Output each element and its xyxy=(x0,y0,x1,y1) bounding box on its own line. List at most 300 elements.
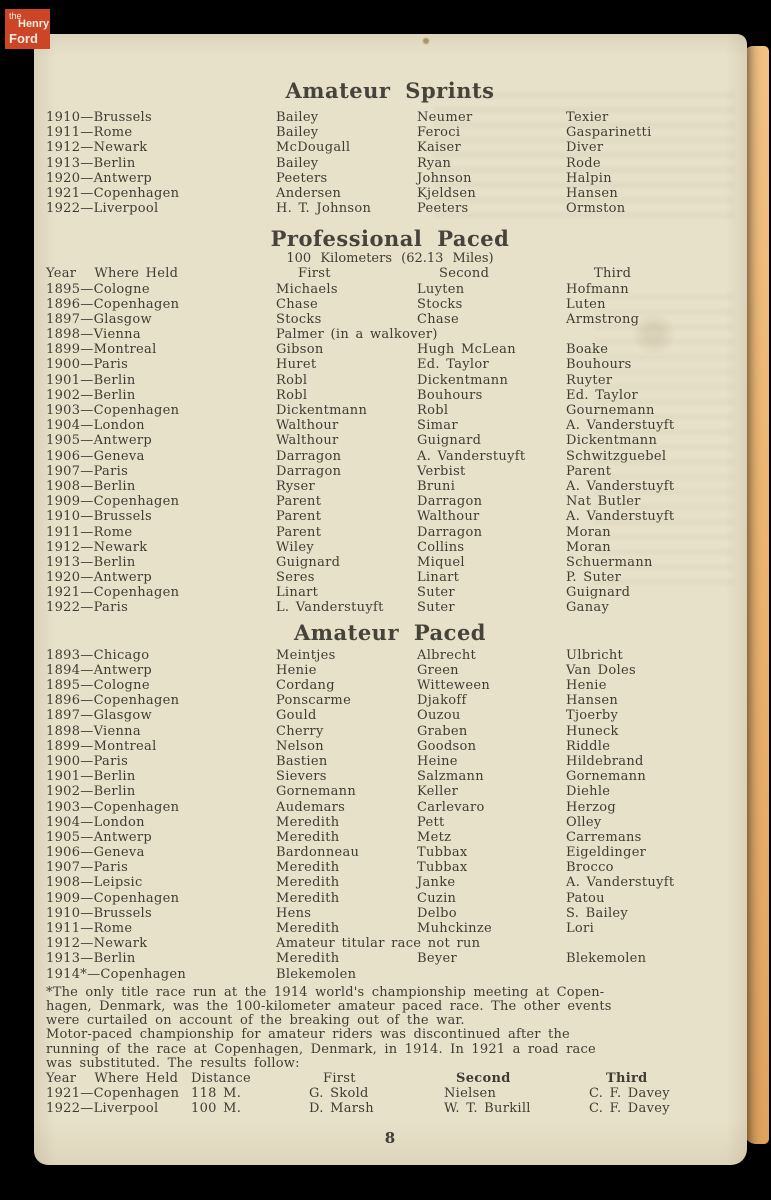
cell-second: Guignard xyxy=(417,433,482,449)
cell-first: Darragon xyxy=(276,463,342,479)
cell-third: Armstrong xyxy=(566,311,640,327)
cell-second: Peeters xyxy=(417,201,469,217)
cell-second: Johnson xyxy=(417,170,472,186)
cell-second: A. Vanderstuyft xyxy=(417,448,526,464)
cell-year-place: 1897—Glasgow xyxy=(46,311,152,327)
cell-third: Ulbricht xyxy=(566,647,624,663)
cell-second: Tubbax xyxy=(417,860,468,876)
amateur-paced-table xyxy=(46,648,746,982)
cell-first: Peeters xyxy=(276,170,328,186)
cell-first: Cherry xyxy=(276,723,324,739)
cell-year-place: 1912—Newark xyxy=(46,140,148,156)
cell-second: Janke xyxy=(417,875,456,891)
cell-third: C. F. Davey xyxy=(589,1086,670,1102)
cell-second: Kjeldsen xyxy=(417,185,477,201)
table-row xyxy=(46,125,746,140)
cell-year-place: 1912—Newark xyxy=(46,539,148,555)
cell-year-place: 1908—Leipsic xyxy=(46,875,143,891)
cell-third: Gasparinetti xyxy=(566,125,652,141)
table-row xyxy=(46,921,746,936)
table-row xyxy=(46,540,746,555)
cell-first: D. Marsh xyxy=(309,1101,374,1117)
cell-third: Diver xyxy=(566,140,604,156)
cell-year-place: 1921—Copenhagen xyxy=(46,185,180,201)
cell-second: Darragon xyxy=(417,494,483,510)
cell-year-place: 1911—Rome xyxy=(46,125,133,141)
cell-third: Moran xyxy=(566,524,611,540)
cell-first: Guignard xyxy=(276,554,341,570)
cell-third: Gournemann xyxy=(566,403,655,418)
cell-third: C. F. Davey xyxy=(589,1101,670,1117)
cell-first: Nelson xyxy=(276,738,324,754)
cell-third: Hildebrand xyxy=(566,753,644,769)
table-row xyxy=(46,140,746,155)
cell-third: Hansen xyxy=(566,693,618,709)
header-where-held: Where Held xyxy=(94,1070,179,1086)
cell-second: Metz xyxy=(417,829,452,845)
cell-second: Bouhours xyxy=(417,387,483,403)
header-distance: Distance xyxy=(191,1070,251,1086)
cell-first: Meredith xyxy=(276,951,340,967)
table-row xyxy=(46,494,746,509)
cell-third: Moran xyxy=(566,539,611,555)
cell-year-place: 1893—Chicago xyxy=(46,647,150,663)
cell-first: Meredith xyxy=(276,921,340,936)
cell-third: Ruyter xyxy=(566,372,613,388)
cell-second: Ouzou xyxy=(417,708,461,724)
cell-third xyxy=(566,936,734,951)
cell-second: Darragon xyxy=(417,524,483,540)
cell-year-place: 1897—Glasgow xyxy=(46,708,152,724)
table-row xyxy=(46,906,746,921)
cell-second: Heine xyxy=(417,753,458,769)
cell-first: Palmer (in a walkover) xyxy=(276,327,438,343)
cell-first: Meredith xyxy=(276,875,340,891)
cell-second: Luyten xyxy=(417,281,465,297)
header-year-where xyxy=(46,266,276,281)
footnote-paragraph-1914 xyxy=(46,986,741,1029)
column-header-row xyxy=(46,266,747,281)
table-row xyxy=(46,739,746,754)
cell-year-place: 1900—Paris xyxy=(46,753,129,769)
cell-third: A. Vanderstuyft xyxy=(566,875,675,891)
cell-third: Huneck xyxy=(566,723,619,739)
cell-year-place: 1899—Montreal xyxy=(46,342,157,358)
cell-second: Carlevaro xyxy=(417,799,485,815)
cell-second: Dickentmann xyxy=(417,372,509,388)
cell-first: Stocks xyxy=(276,311,322,327)
cell-second: Stocks xyxy=(417,296,463,312)
cell-year-place: 1901—Berlin xyxy=(46,372,136,388)
cell-first: G. Skold xyxy=(309,1086,369,1102)
cell-year-place: 1914*—Copenhagen xyxy=(46,966,187,982)
cell-second: Ed. Taylor xyxy=(417,357,490,373)
table-row xyxy=(46,724,746,739)
cell-third: P. Suter xyxy=(566,570,622,586)
cell-second: Nielsen xyxy=(444,1086,497,1102)
cell-second xyxy=(417,967,566,982)
header-third: Third xyxy=(606,1070,648,1086)
header-year: Year xyxy=(46,266,77,282)
cell-year-place: 1913—Berlin xyxy=(46,554,136,570)
cell-year-place: 1894—Antwerp xyxy=(46,662,153,678)
table-row xyxy=(46,282,746,297)
cell-second: Beyer xyxy=(417,951,457,967)
underlying-page-edge xyxy=(744,46,769,1144)
table-row xyxy=(46,171,746,186)
cell-first: Walthour xyxy=(276,433,339,449)
table-row xyxy=(46,110,746,125)
table-row xyxy=(46,600,746,615)
cell-second: W. T. Burkill xyxy=(444,1101,531,1117)
cell-third: Schwitzguebel xyxy=(566,448,667,464)
cell-first: Cordang xyxy=(276,678,335,693)
cell-first: Gornemann xyxy=(276,784,357,800)
cell-year-place: 1913—Berlin xyxy=(46,155,136,171)
header-first: First xyxy=(323,1070,356,1086)
cell-second xyxy=(417,327,566,342)
cell-year-place: 1920—Antwerp xyxy=(46,570,153,586)
cell-year-place: 1896—Copenhagen xyxy=(46,296,180,312)
table-row xyxy=(46,342,746,357)
table-row xyxy=(46,312,746,327)
cell-third: Brocco xyxy=(566,860,614,876)
table-row xyxy=(46,951,746,966)
cell-third: Halpin xyxy=(566,170,612,186)
cell-first: Amateur titular race not run xyxy=(276,936,481,952)
cell-third: Carremans xyxy=(566,829,642,845)
cell-third: Henie xyxy=(566,678,607,693)
cell-second: Goodson xyxy=(417,738,477,754)
table-row xyxy=(46,875,746,890)
table-row xyxy=(46,156,746,171)
table-row xyxy=(46,936,746,951)
cell-third: Guignard xyxy=(566,585,631,601)
cell-year-place: 1921—Copenhagen xyxy=(46,1086,180,1102)
table-row xyxy=(46,570,746,585)
cell-second xyxy=(417,936,566,951)
cell-third: Texier xyxy=(566,110,609,125)
page-number: 8 xyxy=(384,1128,396,1147)
footnote-line: Motor-paced championship for amateur riders was discontinued after the xyxy=(46,1027,570,1043)
cell-year-place: 1907—Paris xyxy=(46,463,129,479)
cell-year-place: 1904—London xyxy=(46,418,145,434)
table-row xyxy=(46,800,746,815)
cell-first: Blekemolen xyxy=(276,966,357,982)
cell-third: Ganay xyxy=(566,600,610,616)
cell-second: Feroci xyxy=(417,125,461,141)
cell-first: Gibson xyxy=(276,342,324,358)
cell-first: Seres xyxy=(276,570,315,586)
cell-first: Bailey xyxy=(276,155,319,171)
table-row xyxy=(46,585,746,600)
header-first: First xyxy=(298,266,331,282)
cell-third: Rode xyxy=(566,155,601,171)
table-row xyxy=(46,186,746,201)
cell-second: Neumer xyxy=(417,110,473,125)
cell-first: McDougall xyxy=(276,140,351,156)
cell-first: Robl xyxy=(276,387,308,403)
table-row xyxy=(46,525,746,540)
cell-year-place: 1909—Copenhagen xyxy=(46,494,180,510)
logo-text-henry: Henry xyxy=(18,18,50,30)
table-row xyxy=(46,201,746,216)
cell-first: Huret xyxy=(276,357,317,373)
cell-year-place: 1912—Newark xyxy=(46,936,148,952)
section-title-amateur-paced: Amateur Paced xyxy=(294,619,486,645)
book-page xyxy=(34,34,747,1165)
cell-second: Pett xyxy=(417,814,445,830)
cell-second: Miquel xyxy=(417,554,465,570)
cell-third xyxy=(566,327,734,342)
cell-first: Meredith xyxy=(276,860,340,876)
cell-second: Verbist xyxy=(417,463,466,479)
logo-text-the: the xyxy=(9,11,22,21)
cell-distance: 118 M. xyxy=(191,1086,242,1102)
cell-third: Patou xyxy=(566,890,605,906)
cell-third: Van Doles xyxy=(566,662,636,678)
table-row xyxy=(46,967,746,982)
cell-second: Green xyxy=(417,662,459,678)
professional-paced-table xyxy=(46,282,746,616)
footnote-line: were curtailed on account of the breaking out of the war. xyxy=(46,1013,465,1029)
cell-first: L. Vanderstuyft xyxy=(276,600,384,616)
cell-first: Bastien xyxy=(276,753,328,769)
cell-second: Linart xyxy=(417,570,460,586)
table-row xyxy=(46,373,746,388)
cell-first: Audemars xyxy=(276,799,346,815)
table-row xyxy=(46,388,746,403)
cell-first: Sievers xyxy=(276,769,327,785)
cell-first: Robl xyxy=(276,372,308,388)
cell-first: Walthour xyxy=(276,418,339,434)
cell-third: Blekemolen xyxy=(566,951,647,967)
cell-distance: 100 M. xyxy=(191,1101,242,1117)
footnote-block xyxy=(46,986,741,1071)
cell-first: Meredith xyxy=(276,829,340,845)
cell-third: Luten xyxy=(566,296,606,312)
cell-second: Ryan xyxy=(417,155,452,171)
cell-second: Tubbax xyxy=(417,845,468,861)
header-year: Year xyxy=(46,1070,77,1086)
cell-first: Gould xyxy=(276,708,317,724)
cell-third: Hofmann xyxy=(566,281,629,297)
cell-year-place: 1902—Berlin xyxy=(46,784,136,800)
footnote-line: *The only title race run at the 1914 world's championship meeting at Copen- xyxy=(46,984,605,1000)
cell-third: Olley xyxy=(566,814,602,830)
cell-first: Chase xyxy=(276,296,318,312)
cell-year-place: 1902—Berlin xyxy=(46,387,136,403)
cell-year-place: 1920—Antwerp xyxy=(46,170,153,186)
cell-third xyxy=(566,967,734,982)
cell-year-place: 1906—Geneva xyxy=(46,448,145,464)
header-where-held: Where Held xyxy=(94,266,179,282)
section-title-amateur-sprints: Amateur Sprints xyxy=(285,78,495,103)
cell-year-place: 1900—Paris xyxy=(46,357,129,373)
cell-first: Linart xyxy=(276,585,319,601)
cell-third: A. Vanderstuyft xyxy=(566,509,675,525)
cell-first: Ponscarme xyxy=(276,693,352,709)
cell-year-place: 1903—Copenhagen xyxy=(46,403,180,418)
cell-year-place: 1896—Copenhagen xyxy=(46,693,180,709)
cell-third: Diehle xyxy=(566,784,611,800)
table-row xyxy=(46,449,746,464)
cell-year-place: 1908—Berlin xyxy=(46,478,136,494)
cell-first: Bardonneau xyxy=(276,845,360,861)
table-row xyxy=(46,1086,746,1101)
cell-first: Michaels xyxy=(276,281,338,297)
cell-second: Delbo xyxy=(417,905,457,921)
cell-year-place: 1909—Copenhagen xyxy=(46,890,180,906)
cell-year-place: 1905—Antwerp xyxy=(46,433,153,449)
cell-year-place: 1922—Liverpool xyxy=(46,1101,159,1117)
cell-second: Hugh McLean xyxy=(417,342,516,358)
cell-second: Cuzin xyxy=(417,890,457,906)
header-year-where xyxy=(46,1071,191,1086)
table-row xyxy=(46,769,746,784)
cell-third: Ed. Taylor xyxy=(566,387,639,403)
cell-first: Parent xyxy=(276,524,322,540)
cell-third: Dickentmann xyxy=(566,433,658,449)
cell-second: Witteween xyxy=(417,678,491,693)
table-row xyxy=(46,1101,746,1116)
table-row xyxy=(46,663,746,678)
table-row xyxy=(46,403,746,418)
table-row xyxy=(46,418,746,433)
cell-second: Keller xyxy=(417,784,459,800)
table-row xyxy=(46,479,746,494)
table-row xyxy=(46,693,746,708)
table-row xyxy=(46,830,746,845)
cell-year-place: 1922—Paris xyxy=(46,600,129,616)
amateur-sprints-table xyxy=(46,110,746,216)
cell-year-place: 1922—Liverpool xyxy=(46,201,159,217)
table-row xyxy=(46,845,746,860)
cell-third: A. Vanderstuyft xyxy=(566,478,675,494)
henry-ford-logo xyxy=(5,9,50,49)
header-second: Second xyxy=(456,1070,511,1086)
cell-third: Hansen xyxy=(566,185,618,201)
table-row xyxy=(46,464,746,479)
cell-year-place: 1921—Copenhagen xyxy=(46,585,180,601)
footnote-line: running of the race at Copenhagen, Denmark, in 1914. In 1921 a road race xyxy=(46,1041,596,1057)
table-row xyxy=(46,860,746,875)
cell-year-place: 1895—Cologne xyxy=(46,678,150,693)
cell-second: Chase xyxy=(417,311,459,327)
footnote-line: hagen, Denmark, was the 100-kilometer amateur paced race. The other events xyxy=(46,998,612,1014)
cell-first: Meredith xyxy=(276,890,340,906)
logo-text-ford: Ford xyxy=(9,31,38,46)
cell-first: Ryser xyxy=(276,478,315,494)
cell-first: Andersen xyxy=(276,185,342,201)
cell-second: Albrecht xyxy=(417,647,477,663)
table-row xyxy=(46,433,746,448)
cell-third: Riddle xyxy=(566,738,611,754)
cell-year-place: 1910—Brussels xyxy=(46,905,152,921)
cell-third: Tjoerby xyxy=(566,708,619,724)
table-row xyxy=(46,327,746,342)
cell-third: Lori xyxy=(566,921,595,936)
cell-third: Bouhours xyxy=(566,357,632,373)
cell-third: Gornemann xyxy=(566,769,647,785)
cell-first: Meredith xyxy=(276,814,340,830)
table-row xyxy=(46,784,746,799)
cell-second: Muhckinze xyxy=(417,921,492,936)
cell-second: Suter xyxy=(417,600,455,616)
cell-first: Parent xyxy=(276,494,322,510)
section-title-professional-paced: Professional Paced xyxy=(270,226,510,252)
cell-second: Robl xyxy=(417,403,449,418)
cell-first: Dickentmann xyxy=(276,403,368,418)
cell-year-place: 1899—Montreal xyxy=(46,738,157,754)
cell-third: Boake xyxy=(566,342,609,358)
footnote-line: was substituted. The results follow: xyxy=(46,1055,300,1071)
cell-second: Graben xyxy=(417,723,468,739)
cell-third: Herzog xyxy=(566,799,617,815)
road-race-rows xyxy=(46,1086,746,1116)
cell-third: S. Bailey xyxy=(566,905,629,921)
distance-subtitle: 100 Kilometers (62.13 Miles) xyxy=(286,251,494,267)
cell-second: Djakoff xyxy=(417,693,467,709)
cell-third: A. Vanderstuyft xyxy=(566,418,675,434)
cell-year-place: 1895—Cologne xyxy=(46,281,150,297)
cell-year-place: 1911—Rome xyxy=(46,921,133,936)
cell-year-place: 1901—Berlin xyxy=(46,769,136,785)
cell-year-place: 1907—Paris xyxy=(46,860,129,876)
cell-second: Kaiser xyxy=(417,140,461,156)
cell-first: Bailey xyxy=(276,110,319,125)
cell-first: Henie xyxy=(276,662,317,678)
header-second: Second xyxy=(439,266,490,282)
table-row xyxy=(46,754,746,769)
cell-year-place: 1910—Brussels xyxy=(46,110,152,125)
cell-first: Bailey xyxy=(276,125,319,141)
cell-first: Parent xyxy=(276,509,322,525)
cell-second: Suter xyxy=(417,585,455,601)
table-row xyxy=(46,509,746,524)
cell-first: Darragon xyxy=(276,448,342,464)
cell-year-place: 1913—Berlin xyxy=(46,951,136,967)
cell-year-place: 1898—Vienna xyxy=(46,327,141,343)
cell-third: Parent xyxy=(566,463,612,479)
cell-third: Ormston xyxy=(566,201,626,217)
column-header-row xyxy=(46,1071,746,1086)
cell-second: Simar xyxy=(417,418,458,434)
cell-first: Hens xyxy=(276,905,312,921)
table-row xyxy=(46,648,746,663)
cell-year-place: 1906—Geneva xyxy=(46,845,145,861)
cell-third: Nat Butler xyxy=(566,494,641,510)
table-row xyxy=(46,815,746,830)
table-row xyxy=(46,891,746,906)
table-row xyxy=(46,297,746,312)
cell-year-place: 1904—London xyxy=(46,814,145,830)
cell-third: Schuermann xyxy=(566,554,653,570)
table-row xyxy=(46,708,746,723)
cell-second: Collins xyxy=(417,539,465,555)
footnote-paragraph-road-race xyxy=(46,1028,741,1071)
header-third: Third xyxy=(594,266,632,282)
table-row xyxy=(46,357,746,372)
cell-year-place: 1903—Copenhagen xyxy=(46,799,180,815)
cell-year-place: 1905—Antwerp xyxy=(46,829,153,845)
cell-third: Eigeldinger xyxy=(566,845,647,861)
table-row xyxy=(46,678,746,693)
road-race-results-table xyxy=(46,1071,746,1117)
table-row xyxy=(46,555,746,570)
cell-first: Meintjes xyxy=(276,647,336,663)
cell-second: Bruni xyxy=(417,478,456,494)
